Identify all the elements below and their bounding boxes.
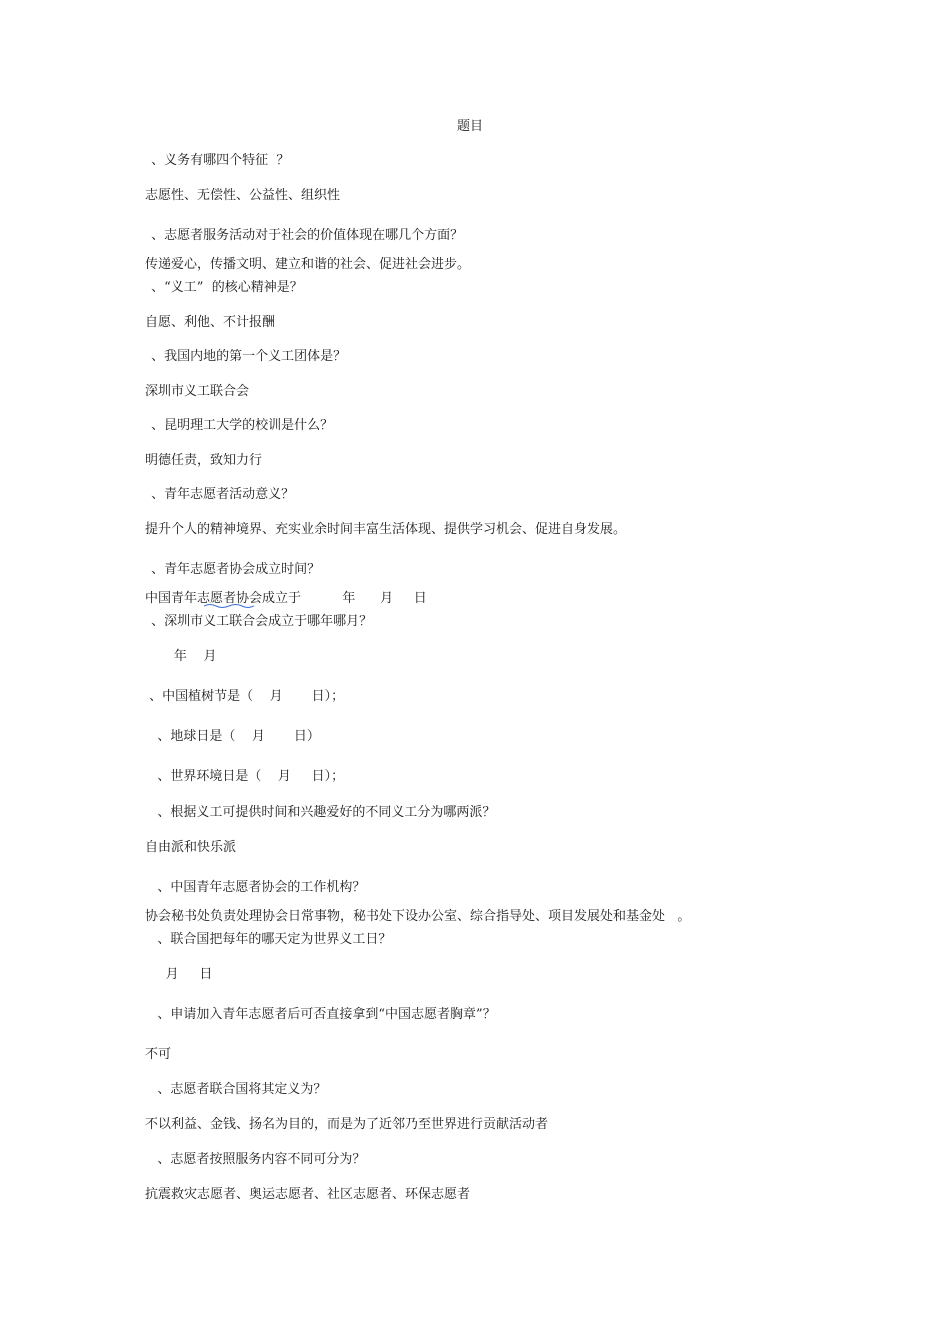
question-13: 、中国青年志愿者协会的工作机构？ bbox=[145, 880, 366, 895]
answer-2: 传递爱心，传播文明、建立和谐的社会、促进社会进步。 bbox=[145, 257, 471, 272]
question-9: 、中国植树节是（ 月 日）； bbox=[145, 689, 345, 704]
answer-17: 抗震救灾志愿者、奥运志愿者、社区志愿者、环保志愿者 bbox=[145, 1187, 471, 1202]
question-16: 、志愿者联合国将其定义为？ bbox=[145, 1082, 327, 1097]
question-2: 、志愿者服务活动对于社会的价值体现在哪几个方面？ bbox=[147, 228, 464, 243]
question-1: 、义务有哪四个特征 ？ bbox=[147, 153, 290, 168]
answer-4: 深圳市义工联合会 bbox=[145, 384, 250, 399]
answer-6: 提升个人的精神境界、充实业余时间丰富生活体现、提供学习机会、促进自身发展。 bbox=[145, 522, 627, 537]
question-15: 、申请加入青年志愿者后可否直接拿到“中国志愿者胸章”？ bbox=[145, 1007, 496, 1022]
answer-1: 志愿性、无偿性、公益性、组织性 bbox=[145, 188, 341, 203]
page-title: 题目 bbox=[456, 119, 483, 134]
answer-14: 月 日 bbox=[145, 967, 213, 982]
question-11: 、世界环境日是（ 月 日）； bbox=[145, 769, 345, 784]
answer-5: 明德任责，致知力行 bbox=[145, 453, 263, 468]
answer-8: 年 月 bbox=[145, 649, 217, 664]
question-10: 、地球日是（ 月 日） bbox=[145, 729, 320, 744]
question-3: 、“义工” 的核心精神是？ bbox=[147, 280, 303, 295]
answer-3: 自愿、利他、不计报酬 bbox=[145, 315, 276, 330]
question-7: 、青年志愿者协会成立时间？ bbox=[147, 562, 321, 577]
question-5: 、昆明理工大学的校训是什么？ bbox=[147, 418, 334, 433]
question-4: 、我国内地的第一个义工团体是？ bbox=[147, 349, 347, 364]
question-17: 、志愿者按照服务内容不同可分为？ bbox=[145, 1152, 366, 1167]
answer-15: 不可 bbox=[145, 1047, 172, 1062]
question-14: 、联合国把每年的哪天定为世界义工日？ bbox=[145, 932, 392, 947]
answer-7: 中国青年志愿者协会成立于 年 月 日 bbox=[145, 591, 427, 606]
question-8: 、深圳市义工联合会成立于哪年哪月？ bbox=[147, 614, 373, 629]
answer-12: 自由派和快乐派 bbox=[145, 840, 237, 855]
spellcheck-underline-icon bbox=[204, 603, 254, 608]
question-6: 、青年志愿者活动意义？ bbox=[147, 487, 295, 502]
answer-16: 不以利益、金钱、扬名为目的，而是为了近邻乃至世界进行贡献活动者 bbox=[145, 1117, 549, 1132]
question-12: 、根据义工可提供时间和兴趣爱好的不同义工分为哪两派？ bbox=[145, 805, 496, 820]
answer-13: 协会秘书处负责处理协会日常事物，秘书处下设办公室、综合指导处、项目发展处和基金处 。 bbox=[145, 909, 691, 924]
